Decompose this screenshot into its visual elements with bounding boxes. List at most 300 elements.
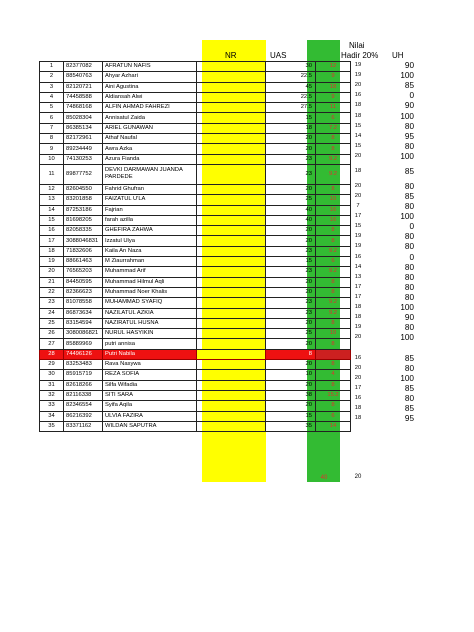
uas-cell: 23	[266, 308, 316, 318]
nilai-cell: 4	[316, 370, 351, 380]
name-cell: Aldiansah Alwi	[103, 92, 197, 102]
name-cell: Azura Fianda	[103, 154, 197, 164]
hadir-cell: 16	[354, 394, 362, 401]
no-cell: 16	[40, 226, 64, 236]
nr-cell	[197, 370, 266, 380]
uh-cell: 95	[404, 414, 414, 424]
no-cell: 25	[40, 318, 64, 328]
name-cell: REZA SOFIA	[103, 370, 197, 380]
nr-cell	[197, 134, 266, 144]
nr-cell	[197, 411, 266, 421]
uas-cell: 20	[266, 339, 316, 349]
name-cell: Fahrid Ghufran	[103, 184, 197, 194]
nilai-cell: 8	[316, 226, 351, 236]
no-cell: 27	[40, 339, 64, 349]
nilai-cell: 6	[316, 257, 351, 267]
hadir-cell: 20	[354, 374, 362, 381]
nilai-cell: 9	[316, 92, 351, 102]
nis-cell: 85889969	[64, 339, 103, 349]
nis-cell: 74458588	[64, 92, 103, 102]
footer-hadir-total: 20	[354, 474, 362, 480]
name-cell: Aini Agustina	[103, 82, 197, 92]
hadir-cell: 16	[354, 92, 362, 99]
nis-cell: 76565203	[64, 267, 103, 277]
table-row	[40, 134, 351, 144]
uas-cell: 18	[266, 123, 316, 133]
nilai-cell: 10	[316, 329, 351, 339]
no-cell: 31	[40, 380, 64, 390]
uh-cell: 90	[404, 313, 414, 323]
uh-cell: 100	[400, 303, 414, 313]
table-row	[40, 144, 351, 154]
nilai-cell: 8	[316, 184, 351, 194]
hadir-cell: 18	[354, 112, 362, 119]
table-row	[40, 360, 351, 370]
nr-cell	[197, 62, 266, 72]
uas-cell: 20	[266, 144, 316, 154]
table-row	[40, 103, 351, 113]
no-cell: 35	[40, 421, 64, 431]
nr-cell	[197, 123, 266, 133]
nis-cell: 89234449	[64, 144, 103, 154]
uas-cell: 20	[266, 318, 316, 328]
table-row	[40, 236, 351, 246]
nilai-cell: 6	[316, 113, 351, 123]
name-cell: FAIZATUL U'LA	[103, 195, 197, 205]
no-cell: 19	[40, 257, 64, 267]
uh-cell: 80	[404, 141, 414, 151]
name-cell: Syifa Aqila	[103, 401, 197, 411]
nis-cell: 71832606	[64, 246, 103, 256]
no-cell: 2	[40, 72, 64, 82]
nilai-cell: 16	[316, 205, 351, 215]
hadir-cell: 20	[354, 364, 362, 371]
nr-cell	[197, 226, 266, 236]
no-cell: 8	[40, 134, 64, 144]
nis-cell: 74496126	[64, 349, 103, 359]
nr-cell	[197, 318, 266, 328]
uas-cell: 15	[266, 411, 316, 421]
nr-cell	[197, 308, 266, 318]
hadir-cell: 19	[354, 72, 362, 79]
no-cell: 15	[40, 215, 64, 225]
nr-cell	[197, 72, 266, 82]
nis-cell: 82172961	[64, 134, 103, 144]
table-row	[40, 184, 351, 194]
table-row	[40, 62, 351, 72]
nis-cell: 81078558	[64, 298, 103, 308]
uas-cell: 25	[266, 195, 316, 205]
hadir-cell: 18	[354, 405, 362, 412]
uh-cell: 90	[404, 101, 414, 111]
name-cell: NURUL HASYIKIN	[103, 329, 197, 339]
uas-cell: 22.5	[266, 72, 316, 82]
nilai-cell: 8	[316, 236, 351, 246]
uas-cell: 10	[266, 370, 316, 380]
uh-cell: 0	[409, 252, 414, 262]
table-row	[40, 411, 351, 421]
uas-cell: 20	[266, 226, 316, 236]
table-row	[40, 370, 351, 380]
hadir-cell: 18	[354, 167, 362, 174]
nr-cell	[197, 257, 266, 267]
uh-cell: 80	[404, 121, 414, 131]
name-cell: M Ziaurrahman	[103, 257, 197, 267]
uas-header: UAS	[270, 51, 287, 60]
uas-cell: 45	[266, 82, 316, 92]
nilai-header: Nilai	[349, 41, 365, 50]
name-cell: Athaf Naufal	[103, 134, 197, 144]
nis-cell: 88661463	[64, 257, 103, 267]
no-cell: 23	[40, 298, 64, 308]
uh-cell: 85	[404, 383, 414, 393]
hadir-cell: 17	[354, 293, 362, 300]
name-cell: SITI SARA	[103, 390, 197, 400]
table-row	[40, 257, 351, 267]
hadir-cell: 19	[354, 62, 362, 69]
uh-cell: 100	[400, 111, 414, 121]
table-row	[40, 72, 351, 82]
hadir-cell: 14	[354, 132, 362, 139]
nr-cell	[197, 390, 266, 400]
nr-cell	[197, 339, 266, 349]
nis-cell: 3088046831	[64, 236, 103, 246]
no-cell: 22	[40, 287, 64, 297]
name-cell: DEVKI DARMAWAN JUANDA PARDEDE	[103, 164, 197, 184]
name-cell: ALFIN AHMAD FAHREZI	[103, 103, 197, 113]
name-cell: MUHAMMAD SYAFIQ	[103, 298, 197, 308]
hadir-cell: 19	[354, 243, 362, 250]
hadir-cell: 15	[354, 142, 362, 149]
hadir-cell: 20	[354, 182, 362, 189]
hadir-cell: 17	[354, 384, 362, 391]
name-cell: Putri Nabila	[103, 349, 197, 359]
table-row	[40, 195, 351, 205]
nilai-cell: 8	[316, 287, 351, 297]
nr-cell	[197, 401, 266, 411]
nis-cell: 82116338	[64, 390, 103, 400]
uh-cell: 80	[404, 202, 414, 212]
nis-cell: 83201858	[64, 195, 103, 205]
uh-cell: 80	[404, 363, 414, 373]
table-row	[40, 380, 351, 390]
nr-cell	[197, 277, 266, 287]
uas-cell: 23	[266, 267, 316, 277]
nilai-cell: 8	[316, 360, 351, 370]
no-cell: 12	[40, 184, 64, 194]
nr-cell	[197, 195, 266, 205]
uas-cell: 23	[266, 164, 316, 184]
hadir-cell: 18	[354, 415, 362, 422]
nis-cell: 82120721	[64, 82, 103, 92]
uh-cell: 85	[404, 166, 414, 176]
uh-cell: 100	[400, 373, 414, 383]
nr-cell	[197, 349, 266, 359]
no-cell: 10	[40, 154, 64, 164]
uh-cell: 80	[404, 393, 414, 403]
nr-cell	[197, 113, 266, 123]
table-row	[40, 246, 351, 256]
nilai-cell: 15.2	[316, 390, 351, 400]
nr-cell	[197, 236, 266, 246]
uas-cell: 23	[266, 154, 316, 164]
nr-cell	[197, 154, 266, 164]
uas-cell: 20	[266, 184, 316, 194]
nis-cell: 83253483	[64, 360, 103, 370]
no-cell: 3	[40, 82, 64, 92]
nis-cell: 89877752	[64, 164, 103, 184]
nis-cell: 81698205	[64, 215, 103, 225]
uh-cell: 100	[400, 333, 414, 343]
uas-cell: 20	[266, 277, 316, 287]
uh-cell: 0	[409, 222, 414, 232]
hadir-cell: 19	[354, 233, 362, 240]
uas-cell: 30	[266, 62, 316, 72]
name-cell: Fajrian	[103, 205, 197, 215]
name-cell: Silfa Wifadia	[103, 380, 197, 390]
name-cell: Awra Azka	[103, 144, 197, 154]
uas-cell: 25	[266, 329, 316, 339]
nis-cell: 83371162	[64, 421, 103, 431]
nilai-cell: 8	[316, 318, 351, 328]
uas-cell: 23	[266, 246, 316, 256]
nr-cell	[197, 329, 266, 339]
nis-cell: 74130253	[64, 154, 103, 164]
no-cell: 4	[40, 92, 64, 102]
uh-cell: 80	[404, 323, 414, 333]
hadir-cell: 15	[354, 223, 362, 230]
hadir-cell: 13	[354, 273, 362, 280]
hadir-cell: 19	[354, 324, 362, 331]
no-cell: 24	[40, 308, 64, 318]
name-cell: Izzatul Ulya	[103, 236, 197, 246]
nr-cell	[197, 215, 266, 225]
nilai-cell: 8	[316, 380, 351, 390]
table-row	[40, 205, 351, 215]
nis-cell: 85915719	[64, 370, 103, 380]
nilai-cell: 7.2	[316, 123, 351, 133]
uh-cell: 80	[404, 262, 414, 272]
nilai-cell: 9.2	[316, 164, 351, 184]
nr-cell	[197, 380, 266, 390]
nilai-cell: 14	[316, 421, 351, 431]
table-row	[40, 123, 351, 133]
name-cell: AFRATUN NAFIS	[103, 62, 197, 72]
table-row	[40, 329, 351, 339]
table-row	[40, 390, 351, 400]
uh-cell: 80	[404, 292, 414, 302]
uas-cell: 20	[266, 236, 316, 246]
uas-cell: 8	[266, 349, 316, 359]
nr-cell	[197, 92, 266, 102]
uh-header: UH	[392, 51, 404, 60]
nr-cell	[197, 421, 266, 431]
uh-cell: 0	[409, 91, 414, 101]
uas-cell: 22.5	[266, 92, 316, 102]
table-row	[40, 113, 351, 123]
nilai-cell: 8	[316, 144, 351, 154]
uh-cell: 100	[400, 212, 414, 222]
nilai-cell: 10	[316, 195, 351, 205]
uas-cell: 23	[266, 298, 316, 308]
no-cell: 28	[40, 349, 64, 359]
nis-cell: 85028304	[64, 113, 103, 123]
table-row	[40, 215, 351, 225]
table-row	[40, 226, 351, 236]
table-row	[40, 287, 351, 297]
uas-cell: 15	[266, 257, 316, 267]
table-row	[40, 154, 351, 164]
no-cell: 1	[40, 62, 64, 72]
table-row	[40, 92, 351, 102]
no-cell: 9	[40, 144, 64, 154]
nis-cell: 82058335	[64, 226, 103, 236]
uh-cell: 85	[404, 81, 414, 91]
nilai-cell: 9.2	[316, 154, 351, 164]
hadir-cell: 20	[354, 82, 362, 89]
no-cell: 7	[40, 123, 64, 133]
no-cell: 20	[40, 267, 64, 277]
name-cell: ULVIA FAZIRA	[103, 411, 197, 421]
no-cell: 32	[40, 390, 64, 400]
uh-cell: 80	[404, 232, 414, 242]
hadir-cell: 18	[354, 102, 362, 109]
nis-cell: 74868168	[64, 103, 103, 113]
nis-cell: 3080086821	[64, 329, 103, 339]
uas-cell: 38	[266, 390, 316, 400]
nis-cell: 86216392	[64, 411, 103, 421]
student-grade-table	[39, 61, 351, 432]
uh-cell: 90	[404, 61, 414, 71]
uh-cell: 80	[404, 282, 414, 292]
hadir-cell: 17	[354, 283, 362, 290]
name-cell: Annisatul Zaida	[103, 113, 197, 123]
nis-cell: 84450595	[64, 277, 103, 287]
nilai-cell: 16	[316, 215, 351, 225]
nis-cell: 86385134	[64, 123, 103, 133]
hadir-cell: 14	[354, 263, 362, 270]
uh-cell: 80	[404, 181, 414, 191]
uh-cell: 95	[404, 131, 414, 141]
name-cell: putri annisa	[103, 339, 197, 349]
uh-cell: 85	[404, 191, 414, 201]
uas-cell: 20	[266, 380, 316, 390]
uh-cell: 80	[404, 272, 414, 282]
hadir-cell: 15	[354, 122, 362, 129]
nilai-cell: 9.2	[316, 308, 351, 318]
nis-cell: 88540763	[64, 72, 103, 82]
table-row	[40, 401, 351, 411]
nilai-cell: 8	[316, 339, 351, 349]
hadir-cell: 20	[354, 192, 362, 199]
nis-cell: 82618266	[64, 380, 103, 390]
name-cell: Ahyar Azhari	[103, 72, 197, 82]
nilai-cell: 6	[316, 411, 351, 421]
hadir-cell: 20	[354, 334, 362, 341]
nis-cell: 82346554	[64, 401, 103, 411]
table-row	[40, 277, 351, 287]
nr-cell	[197, 82, 266, 92]
nilai-cell: 8	[316, 401, 351, 411]
uh-cell: 100	[400, 151, 414, 161]
no-cell: 18	[40, 246, 64, 256]
nr-cell	[197, 287, 266, 297]
name-cell: Muhammad Hilmul Aqli	[103, 277, 197, 287]
name-cell: Kaila An Naza	[103, 246, 197, 256]
nis-cell: 82377082	[64, 62, 103, 72]
uas-cell: 40	[266, 215, 316, 225]
table-row	[40, 339, 351, 349]
nis-cell: 82366623	[64, 287, 103, 297]
table-row	[40, 82, 351, 92]
name-cell: Muhammad Arif	[103, 267, 197, 277]
nilai-cell: 12	[316, 62, 351, 72]
hadir-cell: 16	[354, 354, 362, 361]
hadir-cell: 18	[354, 314, 362, 321]
name-cell: ARIEL GUNAWAN	[103, 123, 197, 133]
nilai-cell: 9	[316, 72, 351, 82]
nilai-cell: 9.2	[316, 267, 351, 277]
nilai-cell: 9.2	[316, 246, 351, 256]
no-cell: 11	[40, 164, 64, 184]
hadir-cell: 17	[354, 213, 362, 220]
nr-cell	[197, 164, 266, 184]
uas-cell: 20	[266, 360, 316, 370]
table-row	[40, 267, 351, 277]
hadir-header: Hadir 20%	[341, 51, 379, 60]
uh-cell: 85	[404, 404, 414, 414]
table-row	[40, 349, 351, 359]
no-cell: 14	[40, 205, 64, 215]
hadir-cell: 20	[354, 152, 362, 159]
name-cell: NAZILATUL AZKIA	[103, 308, 197, 318]
no-cell: 30	[40, 370, 64, 380]
nilai-cell: 11	[316, 103, 351, 113]
name-cell: GHEFIRA ZAHWA	[103, 226, 197, 236]
hadir-cell: 16	[354, 253, 362, 260]
uas-cell: 20	[266, 134, 316, 144]
hadir-cell: 7	[356, 203, 360, 210]
name-cell: NAZIRATUL HUSNA	[103, 318, 197, 328]
nis-cell: 82604550	[64, 184, 103, 194]
nr-cell	[197, 298, 266, 308]
no-cell: 21	[40, 277, 64, 287]
uas-cell: 20	[266, 401, 316, 411]
table-row	[40, 421, 351, 431]
nr-cell	[197, 144, 266, 154]
nr-cell	[197, 267, 266, 277]
hadir-cell: 18	[354, 304, 362, 311]
uh-cell: 100	[400, 71, 414, 81]
nr-cell	[197, 184, 266, 194]
nis-cell: 86873634	[64, 308, 103, 318]
no-cell: 13	[40, 195, 64, 205]
nr-cell	[197, 246, 266, 256]
name-cell: WILDAN SAPUTRA	[103, 421, 197, 431]
no-cell: 26	[40, 329, 64, 339]
table-row	[40, 164, 351, 184]
uas-cell: 27.5	[266, 103, 316, 113]
nilai-cell: 9.2	[316, 298, 351, 308]
uas-cell: 20	[266, 287, 316, 297]
name-cell: farah azilla	[103, 215, 197, 225]
table-row	[40, 308, 351, 318]
no-cell: 17	[40, 236, 64, 246]
nr-cell	[197, 360, 266, 370]
nis-cell: 83154594	[64, 318, 103, 328]
nilai-cell: 8	[316, 134, 351, 144]
name-cell: Rava Nasywa	[103, 360, 197, 370]
